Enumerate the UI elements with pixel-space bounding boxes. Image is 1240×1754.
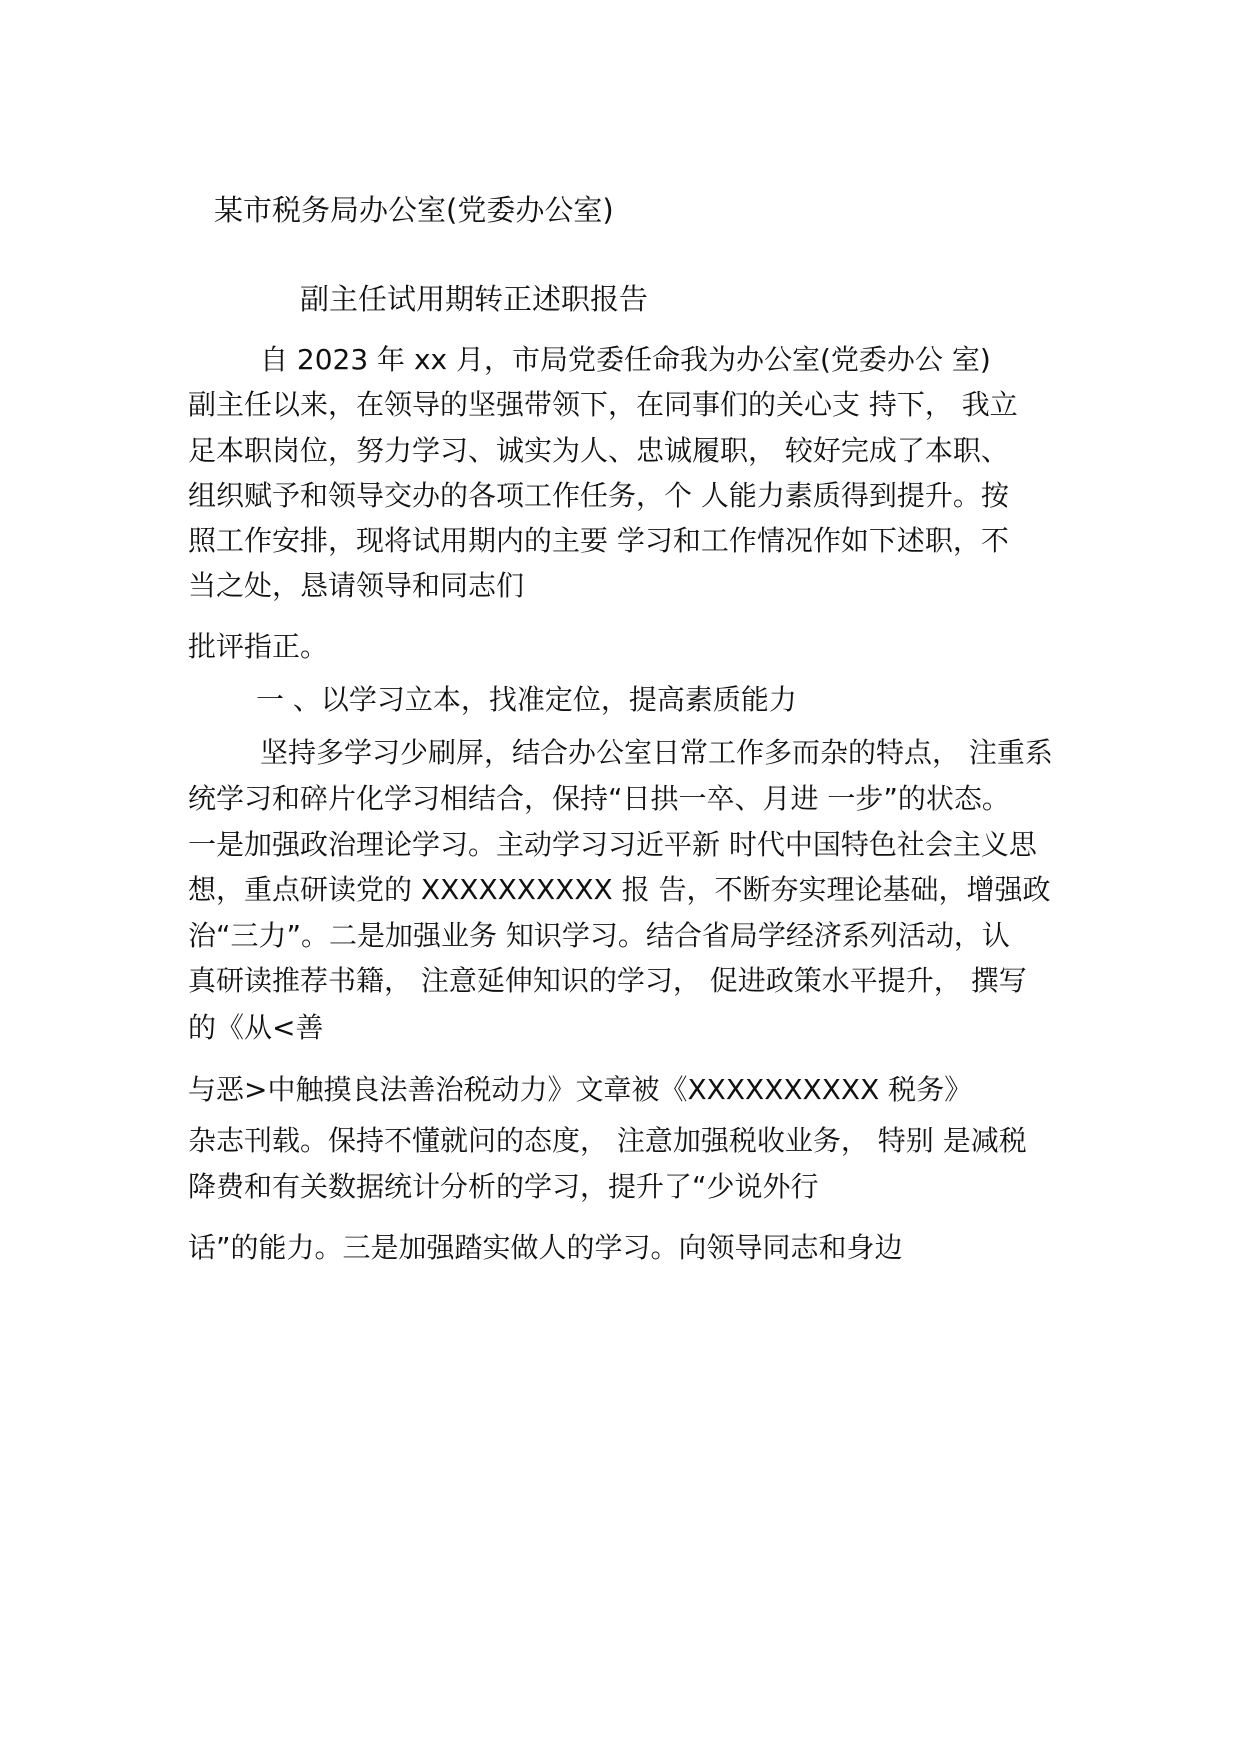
- paragraph-line: 自 2023 年 xx 月，市局党委任命我为办公室(党委办公 室): [260, 343, 991, 376]
- paragraph-line: 杂志刊载。保持不懂就问的态度， 注意加强税收业务， 特别 是减税: [188, 1124, 1027, 1157]
- paragraph-line: 话”的能力。三是加强踏实做人的学习。向领导同志和身边: [188, 1231, 903, 1264]
- org-name: 某市税务局办公室(党委办公室): [214, 193, 614, 227]
- paragraph-line: 治“三力”。二是加强业务 知识学习。结合省局学经济系列活动，认: [188, 919, 1010, 952]
- paragraph-line: 组织赋予和领导交办的各项工作任务，个 人能力素质得到提升。按: [188, 479, 1009, 512]
- paragraph-line: 副主任以来，在领导的坚强带领下，在同事们的关心支 持下， 我立: [188, 388, 1018, 421]
- paragraph-line: 一是加强政治理论学习。主动学习习近平新 时代中国特色社会主义思: [188, 828, 1037, 861]
- paragraph-line: 统学习和碎片化学习相结合，保持“日拱一卒、月进 一步”的状态。: [188, 782, 1010, 815]
- paragraph-line: 的《从<善: [188, 1011, 324, 1044]
- report-title: 副主任试用期转正述职报告: [300, 282, 649, 316]
- paragraph-line: 照工作安排，现将试用期内的主要 学习和工作情况作如下述职，不: [188, 524, 1009, 557]
- paragraph-line: 坚持多学习少刷屏，结合办公室日常工作多而杂的特点， 注重系: [260, 736, 1053, 769]
- paragraph-line: 当之处，恳请领导和同志们: [188, 569, 525, 602]
- section-heading: 一 、以学习立本，找准定位，提高素质能力: [256, 683, 797, 716]
- paragraph-line: 真研读推荐书籍， 注意延伸知识的学习， 促进政策水平提升， 撰写: [188, 964, 1027, 997]
- paragraph-line: 想，重点研读党的 XXXXXXXXXX 报 告，不断夯实理论基础，增强政: [188, 873, 1051, 906]
- paragraph-line: 降费和有关数据统计分析的学习，提升了“少说外行: [188, 1170, 819, 1203]
- paragraph-line: 与恶>中触摸良法善治税动力》文章被《XXXXXXXXXX 税务》: [188, 1073, 973, 1106]
- paragraph-line: 足本职岗位，努力学习、诚实为人、忠诚履职， 较好完成了本职、: [188, 434, 1009, 467]
- paragraph-line: 批评指正。: [188, 630, 329, 663]
